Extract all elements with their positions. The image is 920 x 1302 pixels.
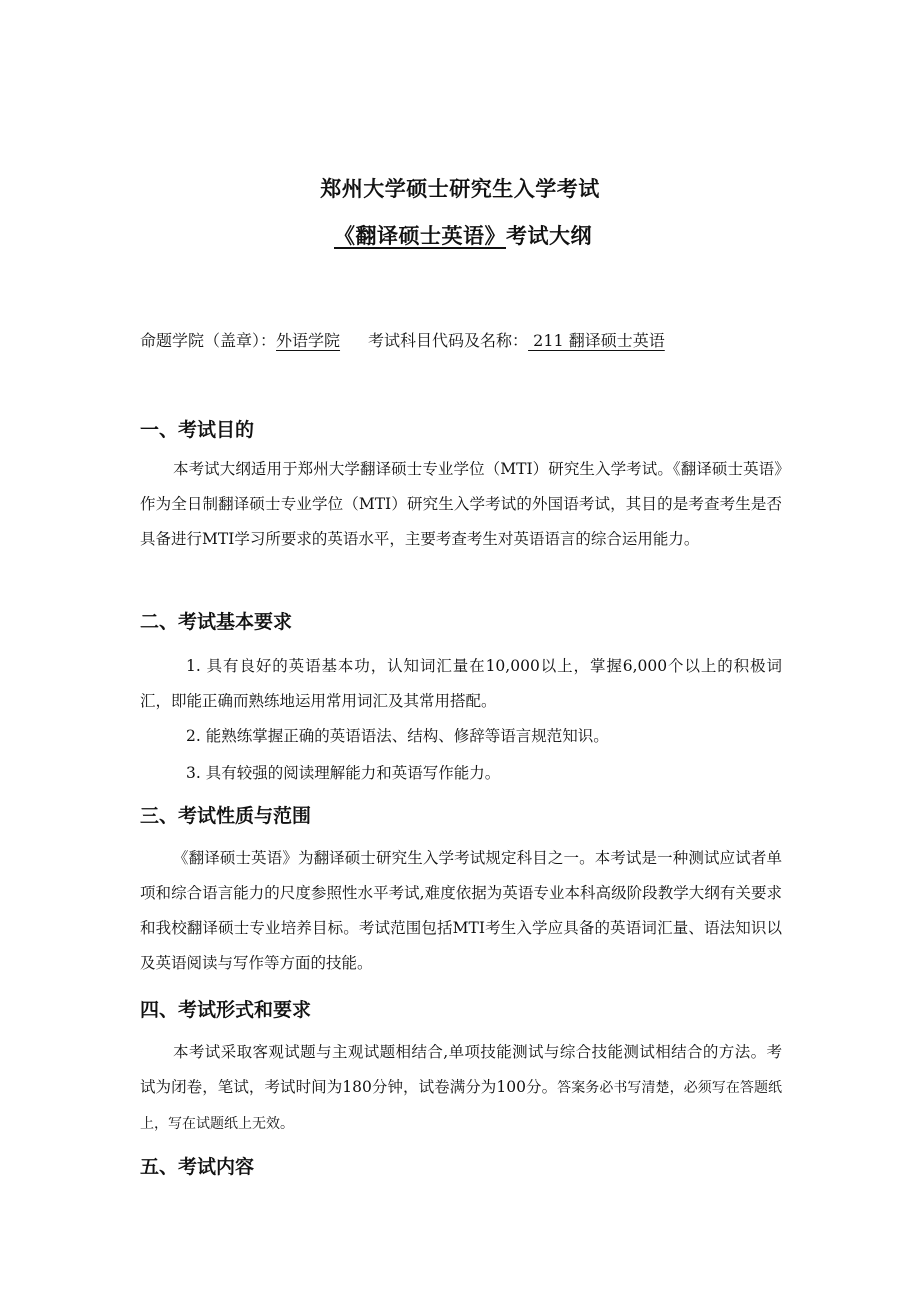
subtitle-rest: 考试大纲 — [506, 224, 592, 248]
section-heading-1: 一、考试目的 — [140, 419, 255, 441]
subject-label: 考试科目代码及名称： — [368, 331, 529, 350]
college-label: 命题学院（盖章）： — [140, 331, 277, 350]
college-value: 外语学院 — [276, 331, 341, 350]
section-body-1: 本考试大纲适用于郑州大学翻译硕士专业学位（MTI）研究生入学考试。《翻译硕士英语》作为全日制翻译硕士专业学位（MTI）研究生入学考试的外国语考试，其目的是考查考生是否具备进行MTI学习所要求的英语水平，主要考查考生对英语语言的综合运用能力。 — [140, 460, 782, 548]
section-heading-3: 三、考试性质与范围 — [140, 805, 312, 827]
section-heading-2: 二、考试基本要求 — [140, 611, 293, 633]
requirement-item: 1. 具有良好的英语基本功，认知词汇量在10,000以上，掌握6,000个以上的积极词汇，即能正确而熟练地运用常用词汇及其常用搭配。 — [140, 657, 782, 710]
section-heading-4: 四、考试形式和要求 — [140, 999, 312, 1021]
subject-value: 211 翻译硕士英语 — [528, 331, 665, 350]
requirement-item: 2. 能熟练掌握正确的英语语法、结构、修辞等语言规范知识。 — [186, 727, 609, 745]
exam-meta-line — [140, 328, 665, 351]
section-body-3: 《翻译硕士英语》为翻译硕士研究生入学考试规定科目之一。本考试是一种测试应试者单项和综合语言能力的尺度参照性水平考试,难度依据为英语专业本科高级阶段教学大纲有关要求和我校翻译硕士专业培养目标。考试范围包括MTI考生入学应具备的英语词汇量、语法知识以及英语阅读与写作等方面的技能。 — [140, 849, 782, 972]
document-title: 郑州大学硕士研究生入学考试 — [320, 177, 600, 201]
exam-format-text: 本考试采取客观试题与主观试题相结合,单项技能测试与综合技能测试相结合的方法。考试为闭卷，笔试，考试时间为180分钟，试卷满分为100分。 — [140, 1043, 782, 1096]
section-body-4 — [140, 1035, 782, 1142]
section-heading-5: 五、考试内容 — [140, 1156, 255, 1178]
subject-title-underlined: 《翻译硕士英语》 — [334, 224, 506, 248]
answer-instruction-text: 答案务必书写清楚，必须写在答题纸上，写在试题纸上无效。 — [140, 1080, 783, 1132]
requirement-item: 3. 具有较强的阅读理解能力和英语写作能力。 — [186, 764, 501, 782]
document-subtitle — [0, 220, 920, 250]
